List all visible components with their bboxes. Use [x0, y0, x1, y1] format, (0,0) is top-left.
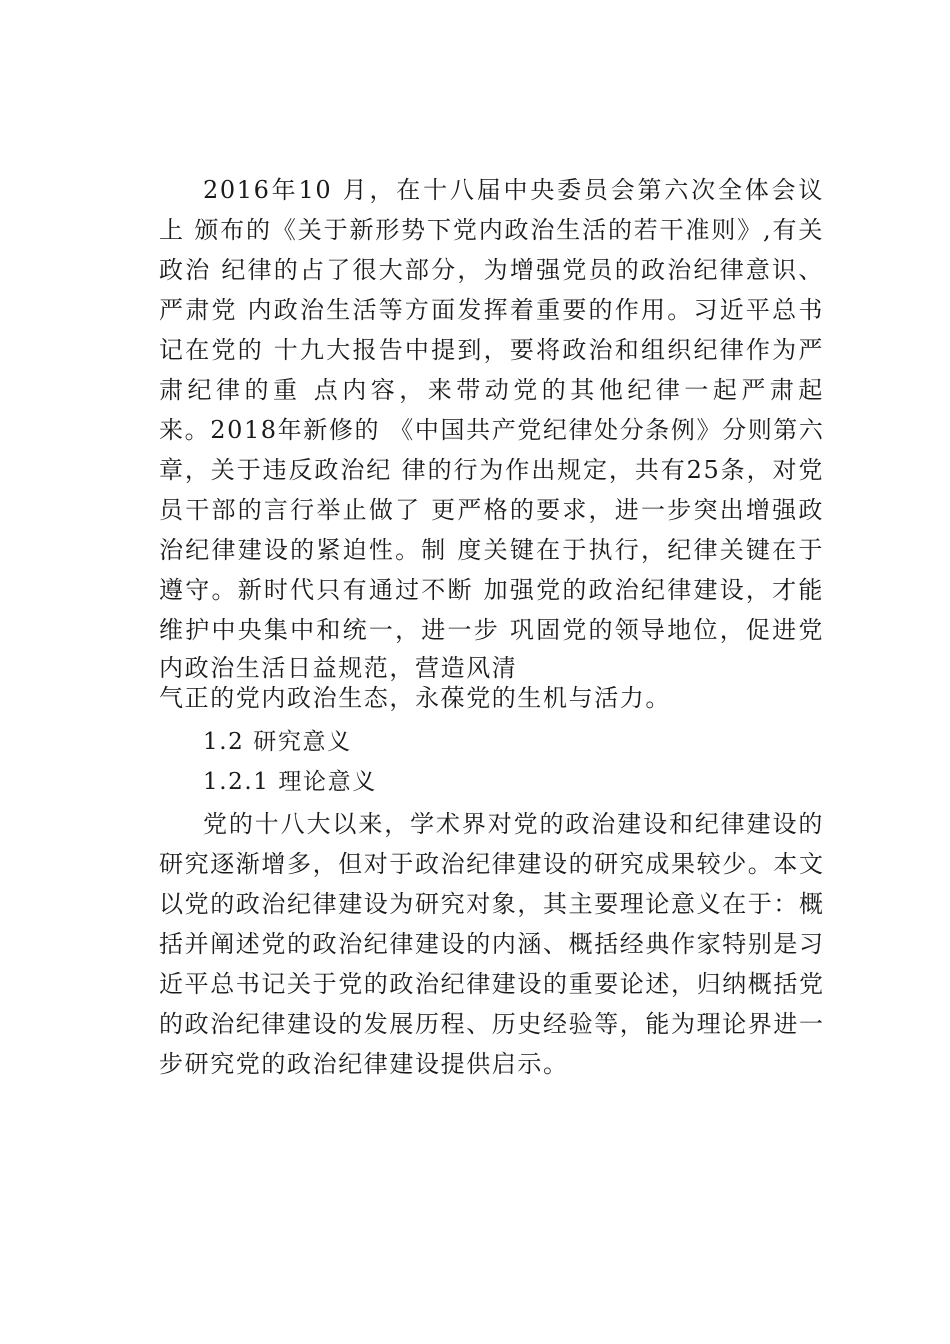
- paragraph-line: 章，关于违反政治纪 律的行为作出规定，共有25条，对党: [159, 456, 824, 484]
- paragraph-line: 2016年10 月，在十八届中央委员会第六次全体会议: [203, 176, 824, 204]
- paragraph-line: 肃纪律的重 点内容，来带动党的其他纪律一起严肃起: [159, 376, 824, 404]
- subsection-heading: 1.2.1 理论意义: [203, 769, 377, 795]
- paragraph-line: 以党的政治纪律建设为研究对象，其主要理论意义在于：概: [159, 890, 825, 918]
- paragraph-line: 党的十八大以来，学术界对党的政治建设和纪律建设的: [203, 810, 824, 838]
- paragraph-line: 员干部的言行举止做了 更严格的要求，进一步突出增强政: [159, 496, 824, 524]
- paragraph-line: 遵守。新时代只有通过不断 加强党的政治纪律建设，才能: [159, 576, 824, 604]
- paragraph-line: 气正的党内政治生态，永葆党的生机与活力。: [159, 684, 671, 712]
- paragraph-line: 括并阐述党的政治纪律建设的内涵、概括经典作家特别是习: [159, 930, 825, 958]
- paragraph-line: 研究逐渐增多，但对于政治纪律建设的研究成果较少。本文: [159, 850, 825, 878]
- paragraph-line: 治纪律建设的紧迫性。制 度关键在于执行，纪律关键在于: [159, 536, 824, 564]
- paragraph-line: 来。2018年新修的 《中国共产党纪律处分条例》分则第六: [159, 416, 825, 444]
- section-heading: 1.2 研究意义: [203, 729, 352, 755]
- paragraph-line: 维护中央集中和统一，进一步 巩固党的领导地位，促进党: [159, 616, 824, 644]
- paragraph-line: 政治 纪律的占了很大部分，为增强党员的政治纪律意识、: [159, 256, 824, 284]
- paragraph-line: 上 颁布的《关于新形势下党内政治生活的若干准则》,有关: [159, 216, 824, 244]
- paragraph-line: 的政治纪律建设的发展历程、历史经验等，能为理论界进一: [159, 1010, 825, 1038]
- paragraph-line: 步研究党的政治纪律建设提供启示。: [159, 1050, 569, 1078]
- paragraph-line: 记在党的 十九大报告中提到，要将政治和组织纪律作为严: [159, 336, 824, 364]
- paragraph-line: 严肃党 内政治生活等方面发挥着重要的作用。习近平总书: [159, 296, 824, 324]
- paragraph-line: 内政治生活日益规范，营造风清: [159, 654, 518, 682]
- paragraph-line: 近平总书记关于党的政治纪律建设的重要论述，归纳概括党: [159, 970, 825, 998]
